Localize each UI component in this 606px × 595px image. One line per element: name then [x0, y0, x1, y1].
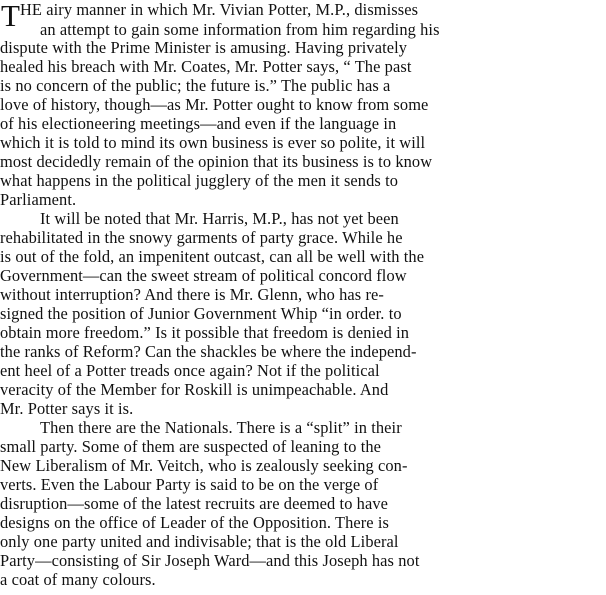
text-line-3: dispute with the Prime Minister is amusing. Having privately [0, 38, 408, 57]
drop-cap: T [1, 0, 20, 33]
text-line-28: designs on the office of Leader of the Opposition. There is [0, 513, 390, 532]
text-line-21: veracity of the Member for Roskill is unimpeachable. And [0, 380, 389, 399]
text-line-6: love of history, though—as Mr. Potter ought to know from some [0, 95, 429, 114]
text-line-8: which it is told to mind its own business is ever so polite, it will [0, 133, 426, 152]
text-line-14: is out of the fold, an impenitent outcast, can all be well with the [0, 247, 425, 266]
text-line-15: Government—can the sweet stream of political concord flow [0, 266, 407, 285]
text-line-10: what happens in the political jugglery of the men it sends to [0, 171, 399, 190]
text-line-16: without interruption? And there is Mr. Glenn, who has re- [0, 285, 384, 304]
text-line-13: rehabilitated in the snowy garments of party grace. While he [0, 228, 403, 247]
text-line-26: verts. Even the Labour Party is said to be on the verge of [0, 475, 379, 494]
text-line-27: disruption—some of the latest recruits are deemed to have [0, 494, 389, 513]
text-line-4: healed his breach with Mr. Coates, Mr. Potter says, “ The past [0, 57, 412, 76]
text-line-11: Parliament. [0, 190, 77, 209]
text-line-19: the ranks of Reform? Can the shackles be where the independ- [0, 342, 417, 361]
text-line-25: New Liberalism of Mr. Veitch, who is zealously seeking con- [0, 456, 408, 475]
text-line-18: obtain more freedom.” Is it possible that freedom is denied in [0, 323, 410, 342]
text-line-23: Then there are the Nationals. There is a “split” in their [40, 418, 402, 437]
text-line-17: signed the position of Junior Government Whip “in order. to [0, 304, 402, 323]
text-line-30: Party—consisting of Sir Joseph Ward—and this Joseph has not [0, 551, 420, 570]
text-line-2: an attempt to gain some information from him regarding his [40, 20, 440, 39]
text-line-20: ent heel of a Potter treads once again? Not if the political [0, 361, 380, 380]
text-line-29: only one party united and indivisable; that is the old Liberal [0, 532, 399, 551]
text-line-5: is no concern of the public; the future is.” The public has a [0, 76, 391, 95]
text-line-9: most decidedly remain of the opinion that its business is to know [0, 152, 433, 171]
text-line-31: a coat of many colours. [0, 570, 156, 589]
text-line-7: of his electioneering meetings—and even if the language in [0, 114, 397, 133]
text-line-1: HE airy manner in which Mr. Vivian Potter, M.P., dismisses [20, 0, 419, 19]
text-line-22: Mr. Potter says it is. [0, 399, 134, 418]
text-line-12: It will be noted that Mr. Harris, M.P., has not yet been [40, 209, 399, 228]
text-line-24: small party. Some of them are suspected of leaning to the [0, 437, 382, 456]
